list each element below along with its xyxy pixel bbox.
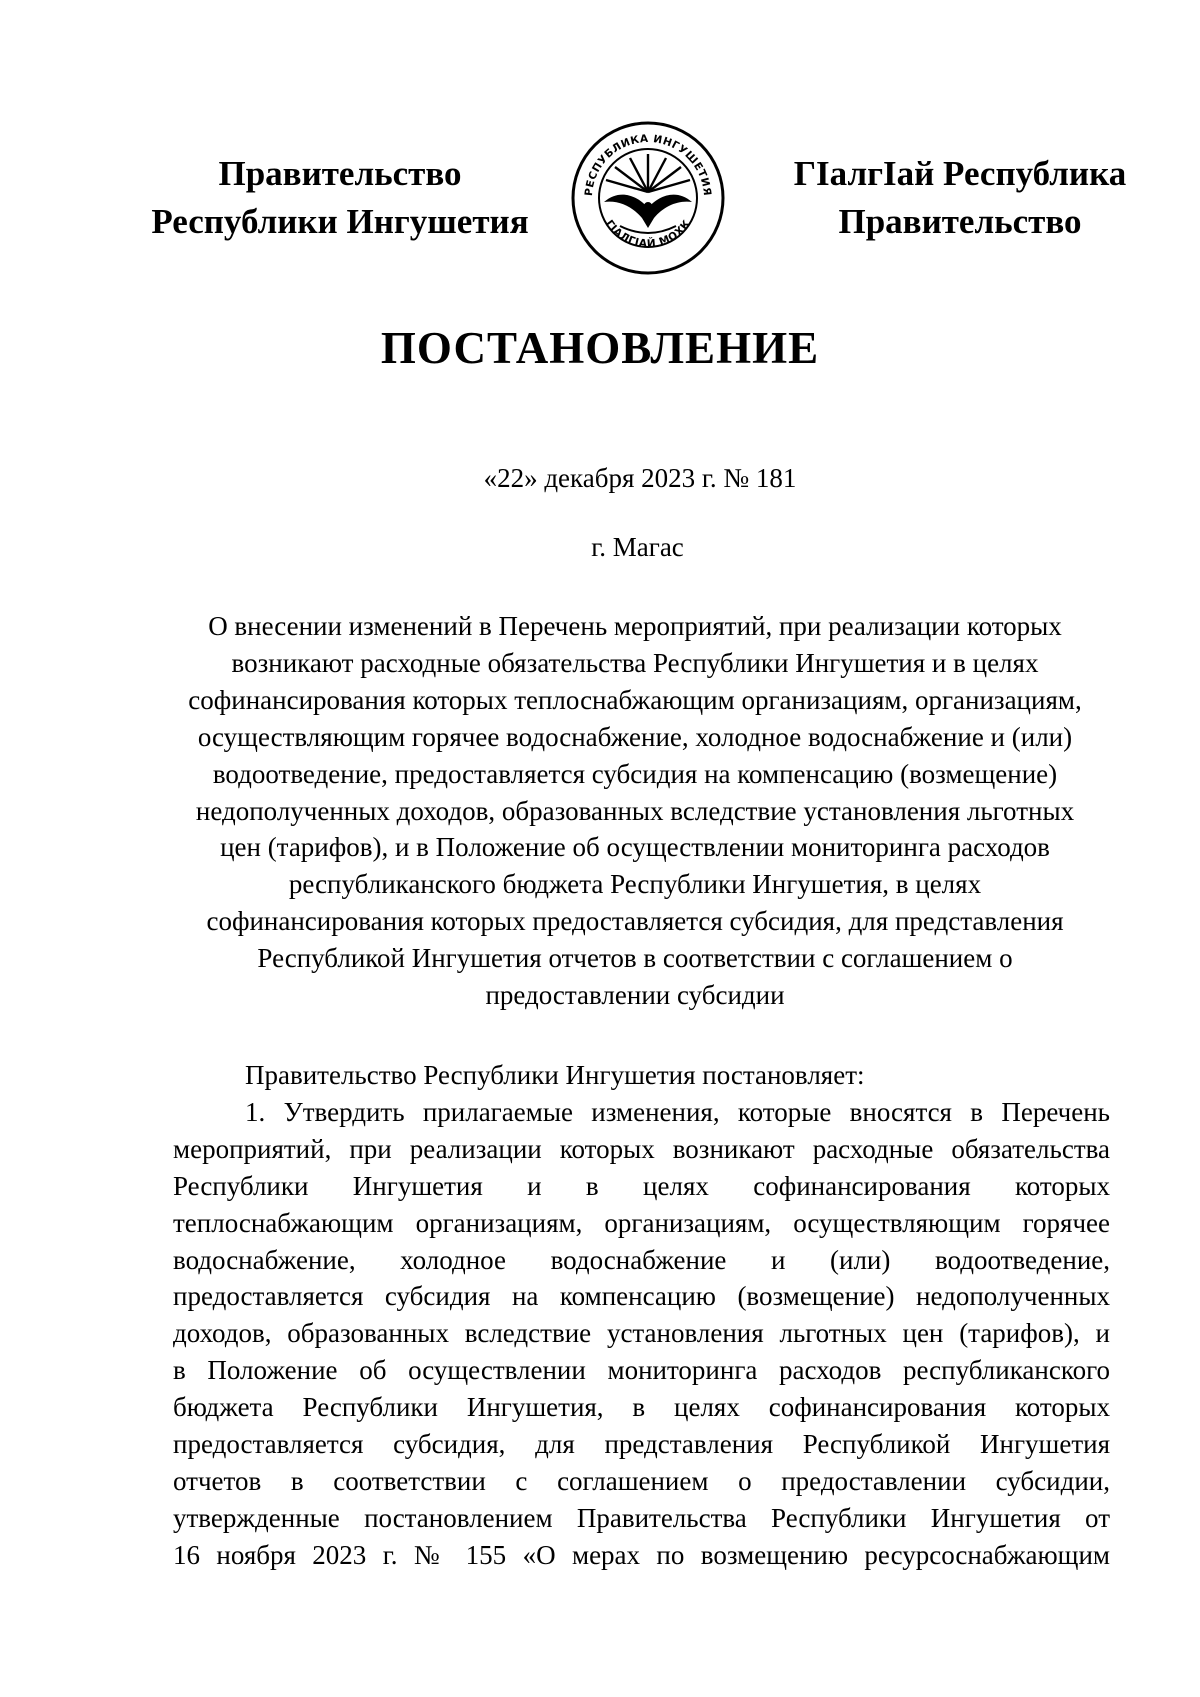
document-body bbox=[173, 1057, 1110, 1574]
emblem-bottom-text: ГIАЛГIАЙ МОХК bbox=[602, 217, 694, 251]
emblem-icon bbox=[568, 118, 728, 278]
subject-line: Республикой Ингушетия отчетов в соответствии с соглашением о bbox=[257, 943, 1013, 974]
body-paragraph-line: доходов, образованных вследствие установления льготных цен (тарифов), и bbox=[173, 1318, 1110, 1349]
subject-line: софинансирования которых предоставляется субсидия, для представления bbox=[206, 906, 1064, 937]
subject-line: осуществляющим горячее водоснабжение, холодное водоснабжение и (или) bbox=[197, 721, 1073, 752]
body-paragraph-line: 16 ноября 2023 г. № 155 «О мерах по возмещению ресурсоснабжающим bbox=[173, 1539, 1110, 1570]
subject-line: предоставлении субсидии bbox=[485, 980, 785, 1011]
document-title: ПОСТАНОВЛЕНИЕ bbox=[380, 323, 820, 373]
body-paragraph-line: водоснабжение, холодное водоснабжение и (или) водоотведение, bbox=[173, 1244, 1110, 1275]
body-paragraph-line: Республики Ингушетия и в целях софинансирования которых bbox=[173, 1170, 1110, 1201]
body-paragraph-line: мероприятий, при реализации которых возникают расходные обязательства bbox=[173, 1133, 1110, 1164]
header-left-line1: Правительство bbox=[218, 154, 462, 193]
subject-line: возникают расходные обязательства Республики Ингушетия и в целях bbox=[231, 647, 1039, 678]
body-paragraph-line: теплоснабжающим организациям, организациям, осуществляющим горячее bbox=[173, 1207, 1110, 1238]
header-right-line2: Правительство bbox=[838, 202, 1082, 241]
subject-line: недополученных доходов, образованных вследствие установления льготных bbox=[195, 795, 1075, 826]
body-paragraph-line: бюджета Республики Ингушетия, в целях софинансирования которых bbox=[173, 1392, 1110, 1423]
header-left-line2: Республики Ингушетия bbox=[151, 202, 529, 241]
body-paragraph-line: 1. Утвердить прилагаемые изменения, которые вносятся в Перечень bbox=[245, 1096, 1110, 1127]
body-paragraph-line: предоставляется субсидия на компенсацию (возмещение) недополученных bbox=[173, 1281, 1110, 1312]
subject-line: цен (тарифов), и в Положение об осуществлении мониторинга расходов bbox=[220, 832, 1050, 863]
body-intro: Правительство Республики Ингушетия постановляет: bbox=[245, 1060, 865, 1090]
header-left-block bbox=[130, 150, 550, 246]
subject-line: республиканского бюджета Республики Ингушетия, в целях bbox=[288, 869, 982, 900]
subject-line: софинансирования которых теплоснабжающим организациям, организациям, bbox=[188, 684, 1082, 715]
body-paragraph-line: в Положение об осуществлении мониторинга расходов республиканского bbox=[173, 1355, 1110, 1386]
body-paragraph-line: утвержденные постановлением Правительства Республики Ингушетия от bbox=[173, 1502, 1110, 1533]
document-city: г. Магас bbox=[591, 532, 684, 562]
coat-of-arms-emblem bbox=[568, 118, 728, 278]
document-subject bbox=[170, 608, 1100, 1014]
emblem-top-text: РЕСПУБЛИКА ИНГУШЕТИЯ bbox=[582, 132, 714, 197]
body-paragraph-line: отчетов в соответствии с соглашением о предоставлении субсидии, bbox=[173, 1465, 1110, 1496]
header-right-block bbox=[775, 150, 1145, 246]
subject-line: О внесении изменений в Перечень мероприятий, при реализации которых bbox=[208, 611, 1062, 641]
document-date-number: «22» декабря 2023 г. № 181 bbox=[483, 463, 797, 493]
subject-line: водоотведение, предоставляется субсидия на компенсацию (возмещение) bbox=[212, 758, 1058, 789]
header-right-line1: ГIалгIай Республика bbox=[793, 154, 1127, 193]
body-paragraph-line: предоставляется субсидия, для представления Республикой Ингушетия bbox=[173, 1429, 1110, 1460]
